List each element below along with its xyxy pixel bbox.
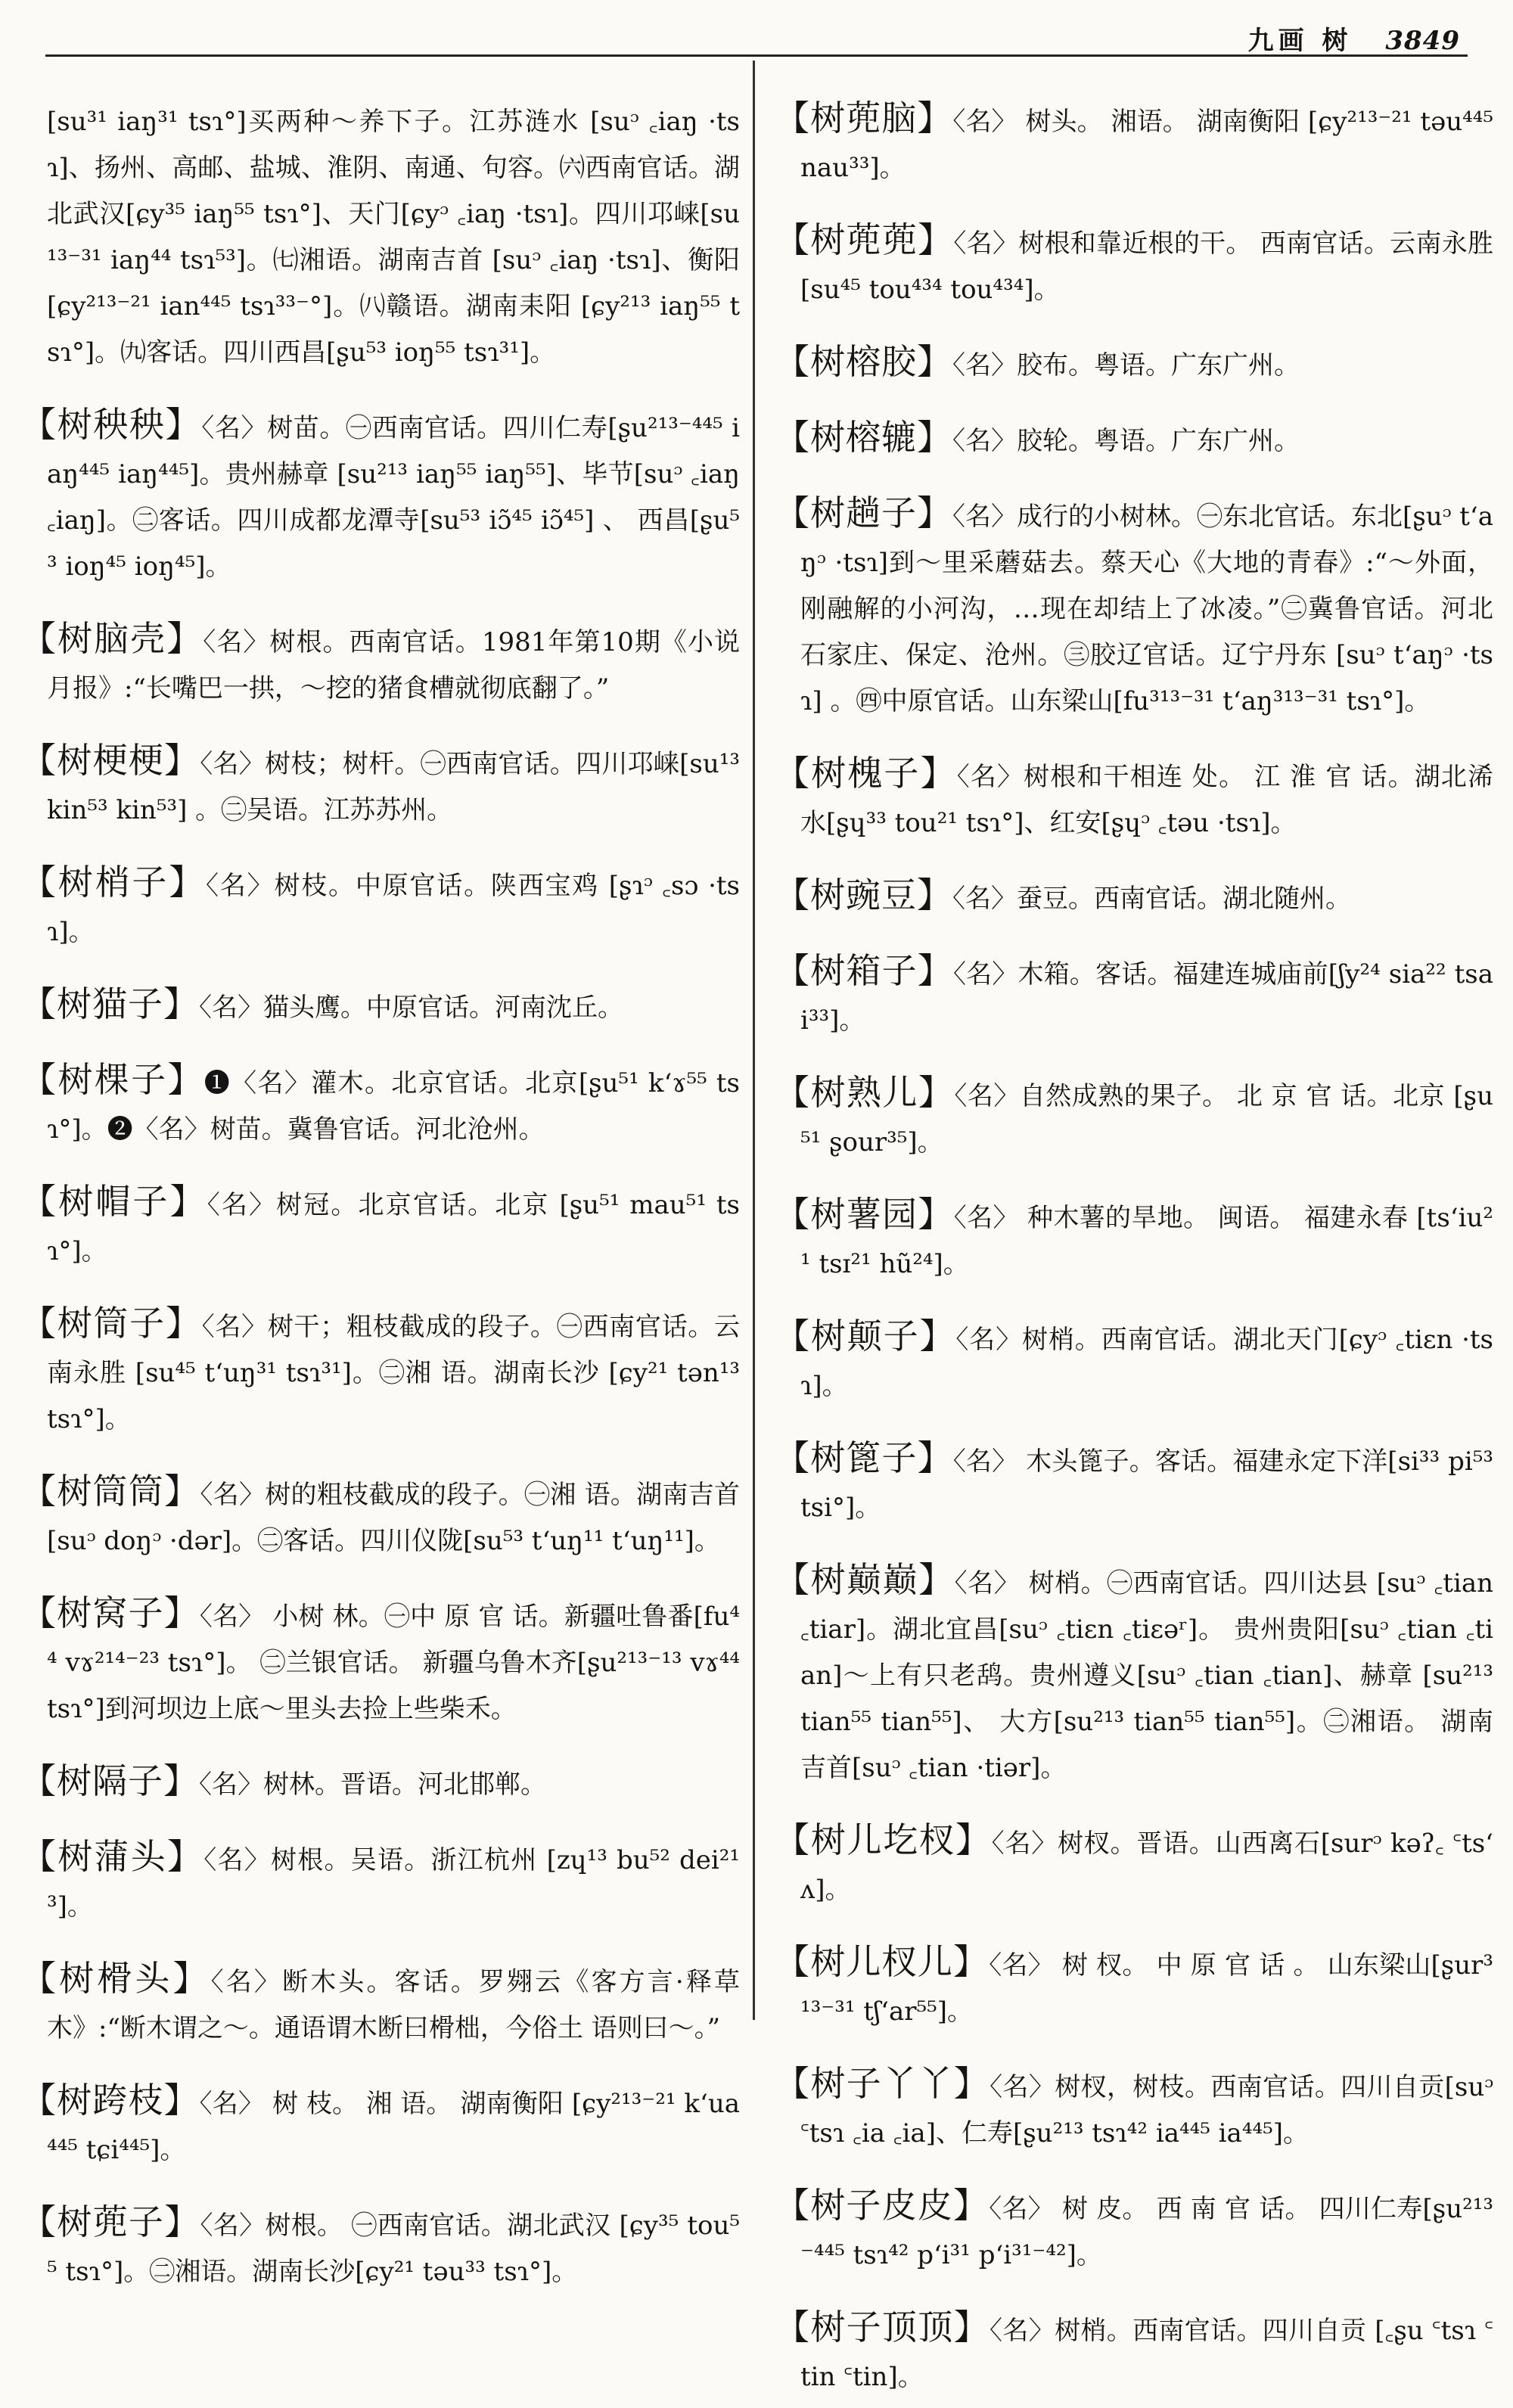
entry-headword: 【树窝子】 <box>21 1592 200 1633</box>
dictionary-entry <box>21 1179 740 1275</box>
entry-definition: 〈名〉 树梢。㊀西南官话。四川达县 [suᵓ ꜀tian ꜀tiar]。湖北宜昌[suᵓ ꜀tiɛn ꜀tiɛəʳ]。 贵州贵阳[suᵓ ꜀tian ꜀tian]～上有只老鸹。贵州遵义[suᵓ ꜀tian ꜀tian]、赫章 [su²¹³ tian⁵⁵ tian⁵⁵]、 大方[su²¹³ tian⁵⁵ tian⁵⁵]。㊁湘语。 湖南吉首[suᵓ ꜀tian ·tiər]。 <box>800 1568 1493 1783</box>
entry-definition: 〈名〉猫头鹰。中原官话。河南沈丘。 <box>199 993 623 1023</box>
entry-headword: 【树豌豆】 <box>775 875 952 915</box>
dictionary-entry <box>775 2183 1493 2279</box>
dictionary-entry <box>775 1435 1493 1531</box>
dictionary-entry <box>21 981 740 1031</box>
entry-definition: 〈名〉树根和靠近根的干。 西南官话。云南永胜[su⁴⁵ tou⁴³⁴ tou⁴³⁴]。 <box>800 228 1494 305</box>
entry-definition: 〈名〉 木头篦子。客话。福建永定下洋[si³³ pi⁵³ tsi°]。 <box>800 1446 1494 1523</box>
entry-definition: 〈名〉 树 杈。 中 原 官 话 。 山东梁山[ʂur³¹³⁻³¹ tʃʻar⁵⁵]。 <box>800 1950 1494 2027</box>
entry-headword: 【树槐子】 <box>775 753 957 794</box>
entry-definition: 〈名〉成行的小树林。㊀东北官话。东北[ʂuᵓ tʻaŋᵓ ·tsɿ]到～里采蘑菇去。蔡天心《大地的青春》:“～外面，刚融解的小河沟，…现在却结上了冰凌。”㊁冀鲁官话。河北石家庄、保定、沧州。㊂胶辽官话。辽宁丹东 [suᵓ tʻaŋᵓ ·tsɿ] 。㊃中原官话。山东梁山[fu³¹³⁻³¹ tʻaŋ³¹³⁻³¹ tsɿ°]。 <box>800 502 1493 716</box>
entry-headword: 【树梢子】 <box>21 862 207 903</box>
entry-definition: 〈名〉 小树 林。㊀中 原 官 话。新疆吐鲁番[fu⁴⁴ vɤ²¹⁴⁻²³ tsɿ°]。 ㊁兰银官话。 新疆乌鲁木齐[ʂu²¹³⁻¹³ vɤ⁴⁴ tsɿ°]到河坝边上底～里头去捡上些柴禾。 <box>47 1602 741 1724</box>
section-title: 九画 树 <box>1247 26 1353 56</box>
entry-definition: 〈名〉树根。西南官话。1981年第10期《小说月报》:“长嘴巴一拱，～挖的猪食槽就彻底翻了。” <box>47 627 740 704</box>
entry-headword: 【树榕辘】 <box>775 417 952 458</box>
entry-definition: 〈名〉树梢。西南官话。四川自贡 [꜀ʂu ꜂tsɿ ꜂tin ꜂tin]。 <box>800 2316 1494 2392</box>
entry-definition: 〈名〉树杈，树枝。西南官话。四川自贡[suᵓ ꜂tsɿ ꜀ia ꜀ia]、仁寿[ʂu²¹³ tsɿ⁴² ia⁴⁴⁵ ia⁴⁴⁵]。 <box>800 2072 1493 2149</box>
entry-definition: 〈名〉树根。 ㊀西南官话。湖北武汉 [ɕy³⁵ tou⁵⁵ tsɿ°]。㊁湘语。湖南长沙[ɕy²¹ təu³³ tsɿ°]。 <box>47 2211 741 2287</box>
entry-definition: [su³¹ iaŋ³¹ tsɿ°]买两种～养下子。江苏涟水 [suᵓ ꜀iaŋ ·tsɿ]、扬州、高邮、盐城、淮阴、南通、句容。㈥西南官话。湖北武汉[ɕy³⁵ iaŋ⁵⁵ tsɿ°]、天门[ɕyᵓ ꜀iaŋ ·tsɿ]。四川邛崃[su¹³⁻³¹ iaŋ⁴⁴ tsɿ⁵³]。㈦湘语。湖南吉首 [suᵓ ꜀iaŋ ·tsɿ]、衡阳 [ɕy²¹³⁻²¹ ian⁴⁴⁵ tsɿ³³⁻°]。㈧赣语。湖南耒阳 [ɕy²¹³ iaŋ⁵⁵ tsɿ°]。㈨客话。四川西昌[ʂu⁵³ ioŋ⁵⁵ tsɿ³¹]。 <box>47 107 740 368</box>
dictionary-entry <box>775 339 1493 389</box>
dictionary-entry <box>775 1313 1493 1409</box>
entry-headword: 【树梗梗】 <box>21 740 200 781</box>
dictionary-entry <box>775 948 1493 1044</box>
dictionary-entry <box>775 415 1493 465</box>
dictionary-entry <box>21 2077 740 2173</box>
entry-headword: 【树儿圪杈】 <box>775 1819 992 1860</box>
entry-definition: 〈名〉树梢。西南官话。湖北天门[ɕyᵓ ꜀tiɛn ·tsɿ]。 <box>800 1325 1493 1401</box>
entry-headword: 【树颠子】 <box>775 1316 956 1356</box>
entry-headword: 【树蔸蔸】 <box>775 219 954 260</box>
entry-definition: 〈名〉蚕豆。西南官话。湖北随州。 <box>952 884 1351 914</box>
entry-headword: 【树薯园】 <box>775 1194 954 1235</box>
entry-definition: 〈名〉树根。吴语。浙江杭州 [zɥ¹³ bu⁵² dei²¹³]。 <box>47 1845 740 1922</box>
entry-definition: 〈名〉树根和干相连 处。 江 淮 官 话。湖北浠水[ʂɥ³³ tou²¹ tsɿ°]、红安[ʂɥᵓ ꜀təu ·tsɿ]。 <box>800 762 1494 838</box>
dictionary-entry <box>21 402 740 590</box>
dictionary-entry <box>775 1557 1493 1791</box>
entry-definition: 〈名〉树林。晋语。河北邯郸。 <box>199 1769 546 1800</box>
entry-headword: 【树蒲头】 <box>21 1836 204 1877</box>
dictionary-entry <box>775 1817 1493 1913</box>
entry-definition: 〈名〉树干；粗枝截成的段子。㊀西南官话。云南永胜 [su⁴⁵ tʻuŋ³¹ tsɿ³¹]。㊁湘 语。湖南长沙 [ɕy²¹ tən¹³ tsɿ°]。 <box>47 1312 741 1434</box>
entry-definition: 〈名〉胶布。粤语。广东广州。 <box>952 350 1300 381</box>
entry-headword: 【树箱子】 <box>775 950 953 991</box>
dictionary-entry <box>21 1834 740 1930</box>
entry-headword: 【树篦子】 <box>775 1437 953 1478</box>
dictionary-entry <box>21 1300 740 1443</box>
entry-definition: 〈名〉胶轮。粤语。广东广州。 <box>952 426 1300 456</box>
entry-headword: 【树榾头】 <box>21 1958 211 1999</box>
entry-headword: 【树子顶顶】 <box>775 2307 990 2347</box>
entry-headword: 【树趟子】 <box>775 492 953 533</box>
dictionary-entry <box>21 616 740 712</box>
entry-definition: 〈名〉自然成熟的果子。 北 京 官 话。北京 [ʂu⁵¹ ʂour³⁵]。 <box>800 1081 1493 1157</box>
dictionary-entry <box>21 1758 740 1808</box>
column-divider <box>753 61 755 2020</box>
dictionary-entry <box>775 1939 1493 2035</box>
entry-headword: 【树蔸子】 <box>21 2201 200 2242</box>
dictionary-entry <box>775 1192 1493 1288</box>
entry-definition: 〈名〉树枝；树杆。㊀西南官话。四川邛崃[su¹³ kin⁵³ kin⁵³] 。㊁吴语。江苏苏州。 <box>47 749 740 825</box>
entry-headword: 【树榕胶】 <box>775 341 952 382</box>
entry-headword: 【树子皮皮】 <box>775 2185 990 2226</box>
dictionary-entry <box>775 490 1493 725</box>
dictionary-entry <box>775 95 1493 191</box>
entry-definition: 〈名〉树的粗枝截成的段子。㊀湘 语。湖南吉首[suᵓ doŋᵓ ·dər]。㊁客话。四川仪陇[su⁵³ tʻuŋ¹¹ tʻuŋ¹¹]。 <box>47 1480 741 1556</box>
left-column <box>21 70 740 2303</box>
dictionary-entry <box>775 1070 1493 1166</box>
page-header <box>45 17 1468 57</box>
entry-headword: 【树棵子】 <box>21 1059 204 1100</box>
dictionary-entry <box>775 750 1493 847</box>
entry-headword: 【树脑壳】 <box>21 618 203 659</box>
entry-headword: 【树跨枝】 <box>21 2080 200 2121</box>
dictionary-entry <box>775 872 1493 922</box>
dictionary-entry <box>21 1590 740 1732</box>
entry-headword: 【树猫子】 <box>21 983 199 1024</box>
dictionary-entry <box>21 738 740 834</box>
dictionary-entry <box>21 859 740 955</box>
entry-definition: 〈名〉树枝。中原官话。陕西宝鸡 [ʂɿᵓ ꜀sɔ ·tsɿ]。 <box>47 871 741 947</box>
dictionary-entry <box>21 2199 740 2295</box>
entry-headword: 【树隔子】 <box>21 1760 199 1801</box>
running-head <box>1248 20 1460 57</box>
page-number: 3849 <box>1385 26 1460 56</box>
entry-headword: 【树蔸脑】 <box>775 98 953 138</box>
dictionary-entry <box>21 1468 740 1564</box>
entry-headword: 【树巅巅】 <box>775 1559 955 1600</box>
entry-headword: 【树秧秧】 <box>21 404 202 445</box>
dictionary-entry <box>21 95 740 376</box>
entry-headword: 【树筒筒】 <box>21 1471 200 1512</box>
entry-headword: 【树帽子】 <box>21 1181 207 1222</box>
entry-definition: 〈名〉 树 皮。 西 南 官 话。 四川仁寿[ʂu²¹³⁻⁴⁴⁵ tsɿ⁴² pʻi³¹ pʻi³¹⁻⁴²]。 <box>800 2194 1494 2270</box>
entry-definition: 〈名〉木箱。客话。福建连城庙前[ʃy²⁴ sia²² tsai³³]。 <box>800 959 1494 1036</box>
entry-headword: 【树筒子】 <box>21 1303 202 1344</box>
entry-definition: 〈名〉断木头。客话。罗翙云《客方言·释草木》:“断木谓之～。通语谓木断曰榾柮，今俗土 语则曰～。” <box>47 1967 741 2043</box>
entry-definition: 〈名〉树冠。北京官话。北京 [ʂu⁵¹ mau⁵¹ tsɿ°]。 <box>47 1190 741 1266</box>
dictionary-entry <box>21 1057 740 1153</box>
dictionary-entry <box>775 217 1493 313</box>
entry-definition: 〈名〉 树 枝。 湘 语。 湖南衡阳 [ɕy²¹³⁻²¹ kʻua⁴⁴⁵ tɕi⁴⁴⁵]。 <box>47 2089 741 2165</box>
entry-definition: 〈名〉树苗。㊀西南官话。四川仁寿[ʂu²¹³⁻⁴⁴⁵ iaŋ⁴⁴⁵ iaŋ⁴⁴⁵]。贵州赫章 [su²¹³ iaŋ⁵⁵ iaŋ⁵⁵]、毕节[suᵓ ꜀iaŋ ꜀iaŋ]。㊁客话。四川成都龙潭寺[su⁵³ iɔ̃⁴⁵ iɔ̃⁴⁵] 、 西昌[ʂu⁵³ ioŋ⁴⁵ ioŋ⁴⁵]。 <box>47 413 740 582</box>
dictionary-entry <box>775 2304 1493 2400</box>
entry-definition: ❶〈名〉灌木。北京官话。北京[ʂu⁵¹ kʻɤ⁵⁵ tsɿ°]。❷〈名〉树苗。冀鲁官话。河北沧州。 <box>47 1068 740 1145</box>
entry-definition: 〈名〉 种木薯的旱地。 闽语。 福建永春 [tsʻiu²¹ tsɪ²¹ hũ²⁴]。 <box>800 1203 1493 1279</box>
entry-headword: 【树儿杈儿】 <box>775 1941 990 1982</box>
entry-definition: 〈名〉树杈。晋语。山西离石[surᵓ kəʔ꜀ ꜂tsʻʌ]。 <box>800 1829 1493 1905</box>
right-column <box>775 70 1493 2408</box>
dictionary-entry <box>775 2061 1493 2157</box>
entry-headword: 【树子丫丫】 <box>775 2063 990 2104</box>
dictionary-entry <box>21 1956 740 2052</box>
entry-definition: 〈名〉 树头。 湘语。 湖南衡阳 [ɕy²¹³⁻²¹ təu⁴⁴⁵ nau³³]。 <box>800 107 1494 183</box>
entry-headword: 【树熟儿】 <box>775 1072 955 1113</box>
